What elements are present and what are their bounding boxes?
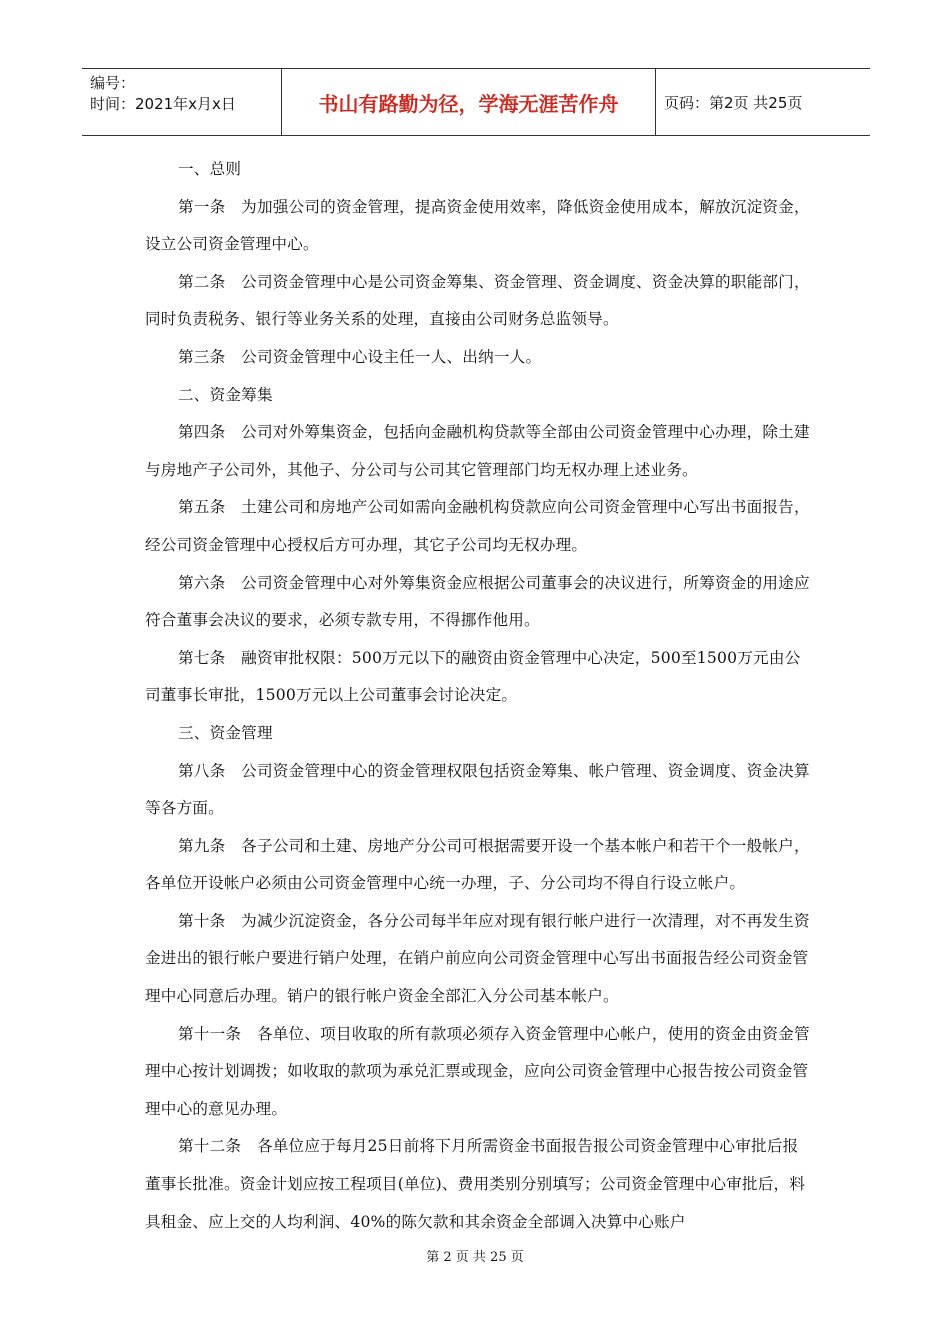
header-motto: 书山有路勤为径，学海无涯苦作舟	[282, 69, 656, 135]
article-paragraph: 第四条 公司对外筹集资金，包括向金融机构贷款等全部由公司资金管理中心办理，除土建与房地产子公司外，其他子、分公司与公司其它管理部门均无权办理上述业务。	[145, 423, 810, 479]
page-footer: 第 2 页 共 25 页	[426, 1250, 524, 1265]
document-body	[145, 151, 810, 1241]
article-paragraph: 第十二条 各单位应于每月25日前将下月所需资金书面报告报公司资金管理中心审批后报董事长批准。资金计划应按工程项目(单位)、费用类别分别填写；公司资金管理中心审批后，料具租金、应上交的人均利润、40%的陈欠款和其余资金全部调入决算中心账户	[145, 1137, 806, 1231]
number-label: 编号：	[90, 74, 136, 92]
header-page-code: 页码：第2页 共25页	[664, 93, 803, 112]
page-header	[82, 68, 870, 136]
article-paragraph: 第三条 公司资金管理中心设主任一人、出纳一人。	[178, 347, 542, 366]
article-paragraph: 第六条 公司资金管理中心对外筹集资金应根据公司董事会的决议进行，所筹资金的用途应符合董事会决议的要求，必须专款专用，不得挪作他用。	[145, 573, 810, 630]
article-paragraph: 第一条 为加强公司的资金管理，提高资金使用效率，降低资金使用成本，解放沉淀资金，设立公司资金管理中心。	[145, 197, 810, 254]
section-heading: 二、资金筹集	[178, 385, 273, 404]
article-paragraph: 第七条 融资审批权限：500万元以下的融资由资金管理中心决定，500至1500万元由公司董事长审批，1500万元以上公司董事会讨论决定。	[145, 648, 801, 705]
section-heading: 三、资金管理	[178, 723, 273, 742]
header-meta	[82, 69, 282, 135]
article-paragraph: 第二条 公司资金管理中心是公司资金筹集、资金管理、资金调度、资金决算的职能部门，同时负责税务、银行等业务关系的处理，直接由公司财务总监领导。	[145, 272, 810, 329]
article-paragraph: 第十一条 各单位、项目收取的所有款项必须存入资金管理中心帐户，使用的资金由资金管理中心按计划调拨；如收取的款项为承兑汇票或现金，应向公司资金管理中心报告按公司资金管理中心的意见办理。	[145, 1024, 810, 1118]
time-label: 时间：2021年x月x日	[90, 95, 236, 113]
article-paragraph: 第八条 公司资金管理中心的资金管理权限包括资金筹集、帐户管理、资金调度、资金决算等各方面。	[145, 761, 810, 818]
article-paragraph: 第五条 土建公司和房地产公司如需向金融机构贷款应向公司资金管理中心写出书面报告，经公司资金管理中心授权后方可办理，其它子公司均无权办理。	[145, 498, 810, 554]
article-paragraph: 第十条 为减少沉淀资金，各分公司每半年应对现有银行帐户进行一次清理，对不再发生资金进出的银行帐户要进行销户处理，在销户前应向公司资金管理中心写出书面报告经公司资金管理中心同意后办理。销户的银行帐户资金全部汇入分公司基本帐户。	[145, 911, 810, 1006]
section-heading: 一、总则	[178, 160, 242, 178]
article-paragraph: 第九条 各子公司和土建、房地产分公司可根据需要开设一个基本帐户和若干个一般帐户，各单位开设帐户必须由公司资金管理中心统一办理，子、分公司均不得自行设立帐户。	[145, 836, 810, 893]
